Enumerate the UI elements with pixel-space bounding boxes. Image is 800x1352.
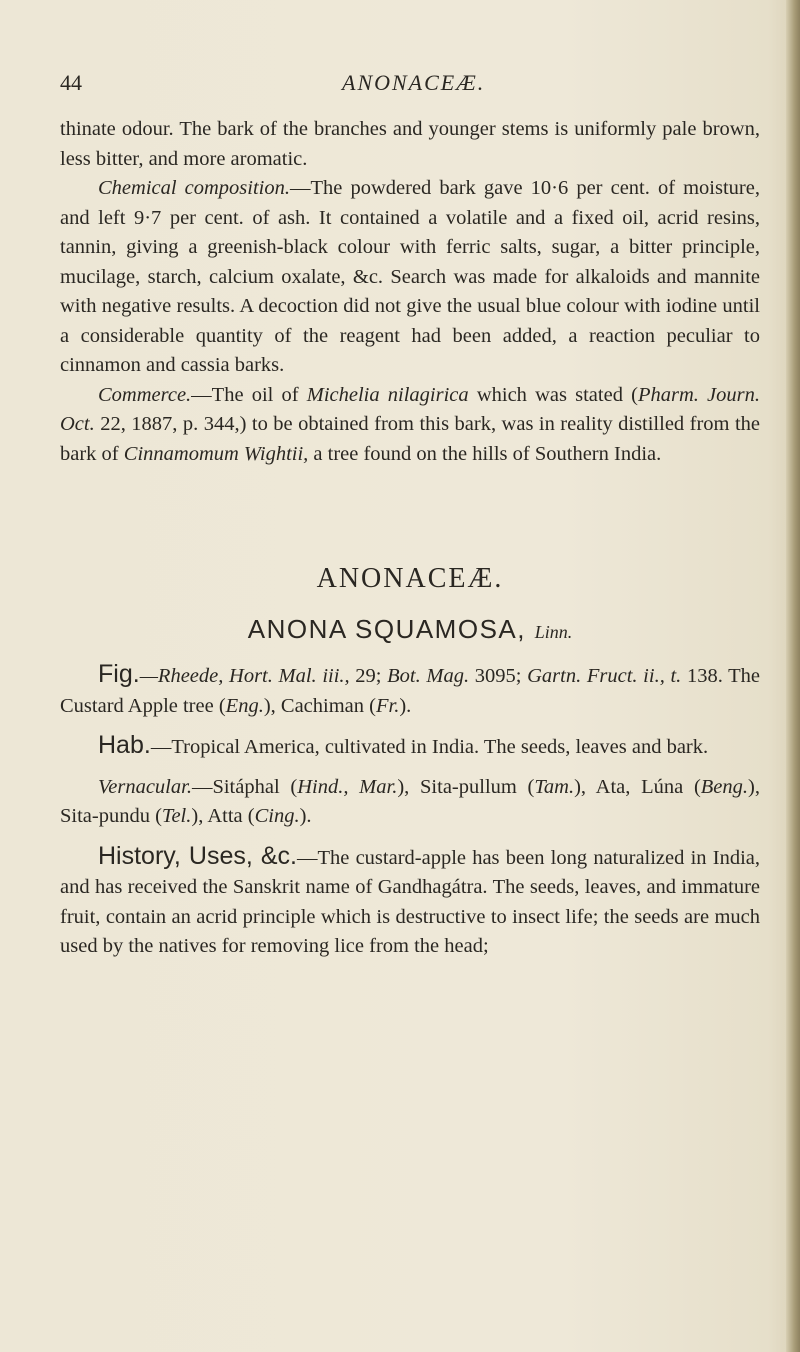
page-body — [60, 115, 760, 962]
chemical-composition-text: —The powdered bark gave 10·6 per cent. of moisture, and left 9·7 per cent. of ash. It contained a volatile and a fixed oil, acrid resins, tannin, giving a greenish-black colour with ferric salts, sugar, a bitter principle, mucilage, starch, calcium oxalate, &c. Search was made for alkaloids and mannite with negative results. A decoction did not give the usual blue colour with iodine until a considerable quantity of the reagent had been added, a reaction peculiar to cinnamon and cassia barks. — [60, 177, 760, 376]
language-abbrev: Hind., Mar. — [297, 775, 398, 798]
vernacular-text: ), Ata, Lúna ( — [574, 775, 701, 798]
fig-ref: Eng. — [225, 694, 264, 717]
lead-hab: Hab. — [98, 731, 151, 759]
commerce-text: —The oil of — [191, 383, 307, 406]
species-name: ANONA SQUAMOSA, — [247, 614, 526, 644]
fig-ref: Gartn. Fruct. ii., t. — [527, 665, 682, 687]
paragraph-fig — [60, 660, 760, 721]
commerce-text: a tree found on the hills of Southern India. — [308, 442, 662, 465]
fig-text: 138. The Custard Apple tree ( — [60, 665, 760, 717]
language-abbrev: Tam. — [534, 775, 575, 798]
heading-chemical-composition: Chemical composition. — [98, 177, 290, 199]
page-number: 44 — [60, 70, 82, 95]
fig-text: ). — [399, 694, 412, 717]
section-title: ANONACEÆ. — [316, 563, 504, 594]
species-heading — [60, 609, 760, 652]
paragraph-commerce — [60, 381, 760, 470]
species-michelia: Michelia nilagirica — [306, 383, 469, 406]
fig-text: 29; — [349, 665, 388, 687]
vernacular-text: ), Atta ( — [191, 805, 255, 827]
fig-text: ), Cachiman ( — [263, 694, 376, 717]
heading-vernacular: Vernacular. — [98, 775, 192, 798]
paragraph-hab — [60, 731, 760, 763]
commerce-text: 22, 1887, p. 344,) to be obtained from this bark, was in reality distilled from the bark of — [60, 413, 760, 465]
paragraph-history — [60, 842, 760, 962]
vernacular-text: —Sitáphal ( — [191, 775, 298, 798]
running-head: ANONACEÆ. — [342, 70, 486, 95]
fig-text: 3095; — [469, 665, 528, 687]
fig-ref: —Rheede, Hort. Mal. iii., — [139, 665, 350, 687]
heading-commerce: Commerce. — [98, 383, 192, 406]
commerce-text: which was stated ( — [468, 383, 638, 406]
page-edge — [786, 0, 800, 1352]
species-cinnamomum: Cinnamomum Wightii, — [123, 442, 309, 465]
fig-ref: Bot. Mag. — [387, 665, 470, 687]
species-authority: Linn. — [534, 622, 573, 642]
vernacular-text: ). — [299, 805, 312, 827]
language-abbrev: Cing. — [254, 805, 300, 827]
language-abbrev: Tel. — [161, 805, 192, 827]
paragraph-vernacular — [60, 773, 760, 832]
paragraph-continuation — [60, 115, 760, 174]
lead-history: History, Uses, &c. — [98, 841, 297, 870]
history-text: —The custard-apple has been long naturalized in India, and has received the Sanskrit name of Gandhagátra. The seeds, leaves, and immature fruit, contain an acrid principle which is destructive to insect life; the seeds are much used by the natives for removing lice from the head; — [60, 846, 761, 957]
vernacular-text: ), Sita-pullum ( — [397, 775, 535, 798]
fig-ref: Fr. — [375, 694, 400, 717]
lead-fig: Fig. — [98, 660, 140, 688]
paragraph-text: thinate odour. The bark of the branches and younger stems is uniformly pale brown, less bitter, and more aromatic. — [60, 118, 760, 170]
page-header — [60, 70, 760, 100]
language-abbrev: Beng. — [700, 775, 749, 798]
citation-pharm-journ: Pharm. Journ. Oct. — [60, 383, 760, 435]
paragraph-chemical-composition — [60, 174, 760, 381]
hab-text: —Tropical America, cultivated in India. The seeds, leaves and bark. — [150, 736, 709, 758]
vernacular-text: ), Sita-pundu ( — [60, 775, 760, 827]
